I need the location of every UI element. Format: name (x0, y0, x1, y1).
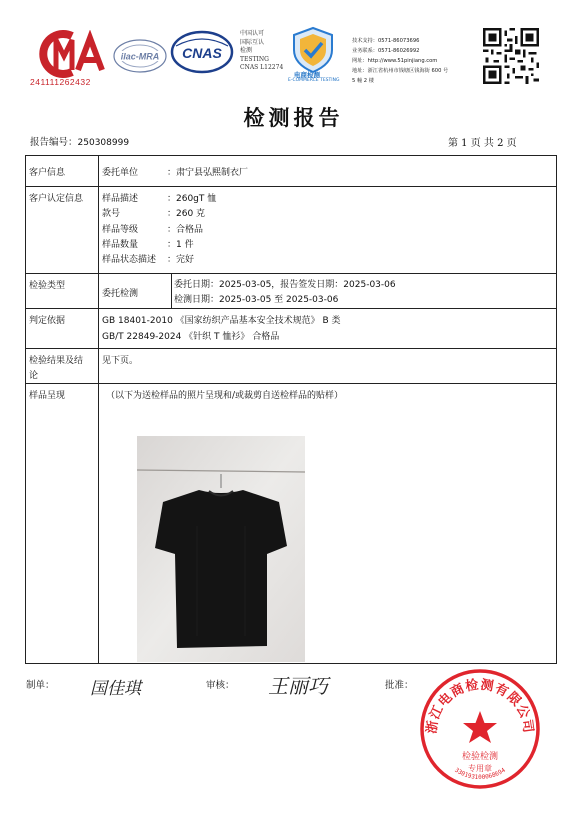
cma-number: 241111262432 (30, 77, 91, 87)
maker-label: 制单： (26, 680, 55, 691)
qr-code (483, 28, 539, 84)
client-value: ：肃宁县弘熙制衣厂 (167, 168, 249, 178)
result-value: 见下页。 (102, 356, 139, 366)
test-dates: 检测日期：2025-03-05 至 2025-03-06 (174, 295, 339, 305)
row-divider (26, 273, 556, 274)
sample-note: （以下为送检样品的照片呈现和/或裁剪自送检样品的贴样） (106, 391, 344, 401)
ilac-mra-logo (112, 34, 168, 74)
company-seal-stamp (418, 667, 542, 791)
sample-desc-value: ：260gT 恤 (167, 194, 217, 204)
seal-use: 专用章 (468, 764, 492, 773)
row-divider (26, 186, 556, 187)
style-no-value: ：260 克 (167, 209, 206, 219)
page-info: 第 1 页 共 2 页 (448, 138, 517, 149)
maker-signature: 国佳琪 (90, 679, 141, 699)
address-cont: 5 幢 2 楼 (352, 78, 374, 84)
contact-info (352, 36, 448, 86)
report-title: 检测报告 (243, 105, 344, 130)
sample-presentation-label: 样品呈现 (29, 391, 66, 401)
approver-label: 批准： (385, 680, 414, 691)
row-divider (26, 383, 556, 384)
col-divider (98, 156, 99, 663)
inspection-type-value: 委托检测 (102, 289, 139, 299)
grade-value: ：合格品 (167, 225, 204, 235)
report-number: 报告编号：250308999 (30, 137, 130, 148)
business-contact: 业务联系：0571-86026992 (352, 48, 420, 54)
seal-dept: 检验检测 (461, 752, 499, 762)
row-divider (26, 348, 556, 349)
reviewer-signature: 王丽巧 (268, 674, 328, 698)
ecommerce-testing-shield-icon (290, 26, 336, 74)
client-key: 委托单位 (102, 168, 139, 178)
svg-text:ilac-MRA: ilac-MRA (120, 51, 160, 62)
reviewer-label: 审核： (206, 680, 235, 691)
basis-standard-1: GB 18401-2010 《国家纺织产品基本安全技术规范》 B 类 (102, 316, 341, 326)
tech-support: 技术支持：0571-86073696 (352, 38, 420, 44)
quantity-value: ：1 件 (167, 240, 194, 250)
basis-standard-2: GB/T 22849-2024 《针织 T 恤衫》 合格品 (102, 332, 280, 342)
seal-org-name: 浙江电商检测有限公司 (424, 677, 536, 735)
quantity-key: 样品数量 (102, 240, 139, 250)
state-value: ：完好 (167, 255, 195, 265)
result-label-line1: 检验结果及结 (29, 356, 84, 366)
address: 地址：浙江省杭州市钱塘区钱海街 600 号 (352, 68, 449, 74)
entrust-dates: 委托日期：2025-03-05，报告签发日期：2025-03-06 (174, 280, 396, 290)
cnas-logo (170, 30, 234, 74)
svg-text:CNAS: CNAS (182, 45, 222, 61)
client-info-label: 客户信息 (29, 168, 66, 178)
ecommerce-testing-label: 电商检测 (294, 71, 320, 79)
ecommerce-testing-sub: E-COMMERCE TESTING (288, 78, 340, 83)
seal-star-icon (463, 711, 497, 743)
col-divider (171, 273, 172, 308)
result-label-line2: 论 (29, 371, 39, 381)
website: 网址：http://www.51pinjiang.com (352, 58, 438, 64)
style-no-key: 款号 (102, 209, 121, 219)
basis-label: 判定依据 (29, 316, 66, 326)
state-key: 样品状态描述 (102, 255, 157, 265)
inspection-type-label: 检验类型 (29, 281, 66, 291)
row-divider (26, 308, 556, 309)
cnas-accreditation-text: 中国认可 国际互认 检测 TESTING CNAS L12274 (240, 30, 284, 72)
grade-key: 样品等级 (102, 225, 139, 235)
seal-code: 330193100068694 (453, 766, 507, 782)
confirm-info-label: 客户认定信息 (29, 194, 84, 204)
sample-tshirt-photo (137, 436, 305, 662)
sample-desc-key: 样品描述 (102, 194, 139, 204)
